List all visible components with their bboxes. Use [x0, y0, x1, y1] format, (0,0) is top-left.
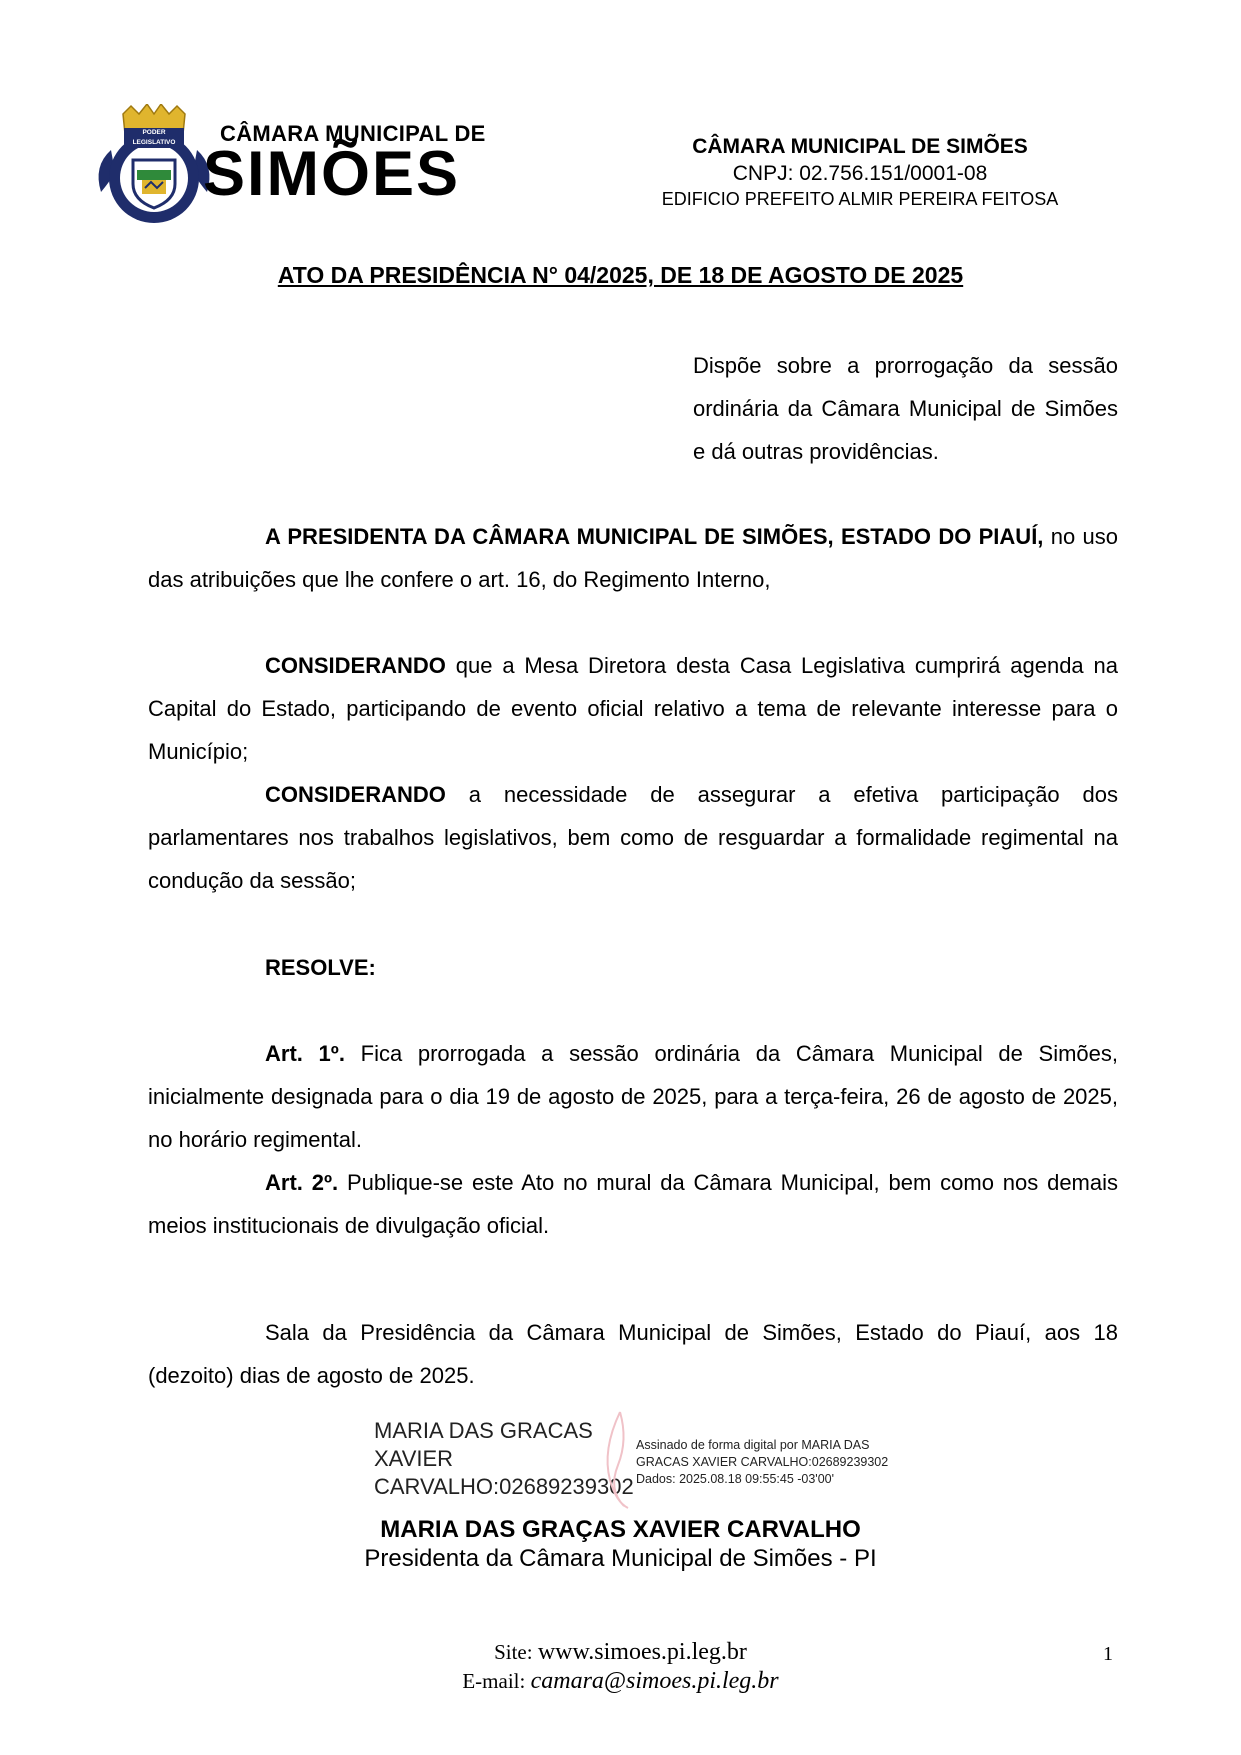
logo-wordmark: SIMÕES	[203, 139, 461, 209]
article-2-label: Art. 2º.	[265, 1170, 339, 1195]
closing-paragraph	[148, 1311, 1118, 1397]
footer-site-link[interactable]: www.simoes.pi.leg.br	[537, 1639, 747, 1665]
considerando-paragraph-2	[148, 773, 1118, 902]
footer-site-label: Site:	[494, 1640, 538, 1664]
institution-name: CÂMARA MUNICIPAL DE SIMÕES	[692, 135, 1028, 158]
signer-role: Presidenta da Câmara Municipal de Simões - PI	[364, 1545, 877, 1572]
article-2-text: Publique-se este Ato no mural da Câmara Municipal, bem como nos demais meios institucionais de divulgação oficial.	[148, 1170, 1119, 1238]
emblem-banner: PODER LEGISLATIVO	[124, 128, 184, 148]
preamble-text: no uso das atribuições que lhe confere o art. 16, do Regimento Interno,	[148, 524, 1118, 592]
considerando-paragraph-1	[148, 644, 1118, 773]
resolve-text: RESOLVE:	[265, 955, 376, 980]
signature-name-line: MARIA DAS GRACAS	[374, 1418, 593, 1443]
considerando-1-text: que a Mesa Diretora desta Casa Legislativa cumprirá agenda na Capital do Estado, participando de evento oficial relativo a tema de relevante interesse para o Município;	[148, 653, 1118, 764]
logo-title: CÂMARA MUNICIPAL DE	[220, 121, 486, 146]
article-1	[148, 1032, 1118, 1161]
footer-email-label: E-mail:	[462, 1669, 531, 1693]
article-1-text: Fica prorrogada a sessão ordinária da Câmara Municipal de Simões, inicialmente designada para o dia 19 de agosto de 2025, para a terça-feira, 26 de agosto de 2025, no horário regimental.	[148, 1041, 1118, 1152]
page-number: 1	[1103, 1643, 1113, 1665]
ementa: Dispõe sobre a prorrogação da sessão ordinária da Câmara Municipal de Simões e dá outras providências.	[693, 353, 1118, 464]
institution-building: EDIFICIO PREFEITO ALMIR PEREIRA FEITOSA	[661, 189, 1059, 209]
signature-info-line: Dados: 2025.08.18 09:55:45 -03'00'	[636, 1472, 834, 1486]
preamble-paragraph	[148, 515, 1118, 601]
considerando-2-text: a necessidade de assegurar a efetiva participação dos parlamentares nos trabalhos legislativos, bem como de resguardar a formalidade regimental na condução da sessão;	[148, 782, 1118, 893]
signer-block	[0, 1515, 1241, 1573]
act-title: ATO DA PRESIDÊNCIA N° 04/2025, DE 18 DE AGOSTO DE 2025	[277, 262, 964, 288]
institution-cnpj: CNPJ: 02.756.151/0001-08	[732, 162, 988, 185]
footer-site-line	[0, 1638, 1241, 1667]
resolve-heading	[148, 946, 1118, 989]
institution-header	[610, 133, 1110, 211]
considerando-2-bold: CONSIDERANDO	[265, 782, 446, 807]
signature-info-line: GRACAS XAVIER CARVALHO:02689239302	[636, 1455, 889, 1469]
preamble-bold: A PRESIDENTA DA CÂMARA MUNICIPAL DE SIMÕES, ESTADO DO PIAUÍ,	[265, 524, 1044, 549]
signature-info-line: Assinado de forma digital por MARIA DAS	[636, 1438, 870, 1452]
page-footer	[0, 1638, 1241, 1696]
closing-text: Sala da Presidência da Câmara Municipal de Simões, Estado do Piauí, aos 18 (dezoito) dias de agosto de 2025.	[148, 1320, 1118, 1388]
article-1-label: Art. 1º.	[265, 1041, 345, 1066]
article-2	[148, 1161, 1118, 1247]
signature-name-line: CARVALHO:02689239302	[374, 1474, 634, 1499]
signer-name: MARIA DAS GRAÇAS XAVIER CARVALHO	[380, 1516, 861, 1543]
footer-email-link[interactable]: camara@simoes.pi.leg.br	[530, 1668, 779, 1694]
coat-of-arms-icon	[93, 104, 215, 226]
digital-signature-info	[636, 1437, 888, 1488]
signature-ribbon-icon	[598, 1410, 638, 1510]
signature-name-line: XAVIER	[374, 1446, 454, 1471]
digital-signature-name	[374, 1417, 634, 1501]
footer-email-line	[0, 1667, 1241, 1696]
considerando-1-bold: CONSIDERANDO	[265, 653, 446, 678]
